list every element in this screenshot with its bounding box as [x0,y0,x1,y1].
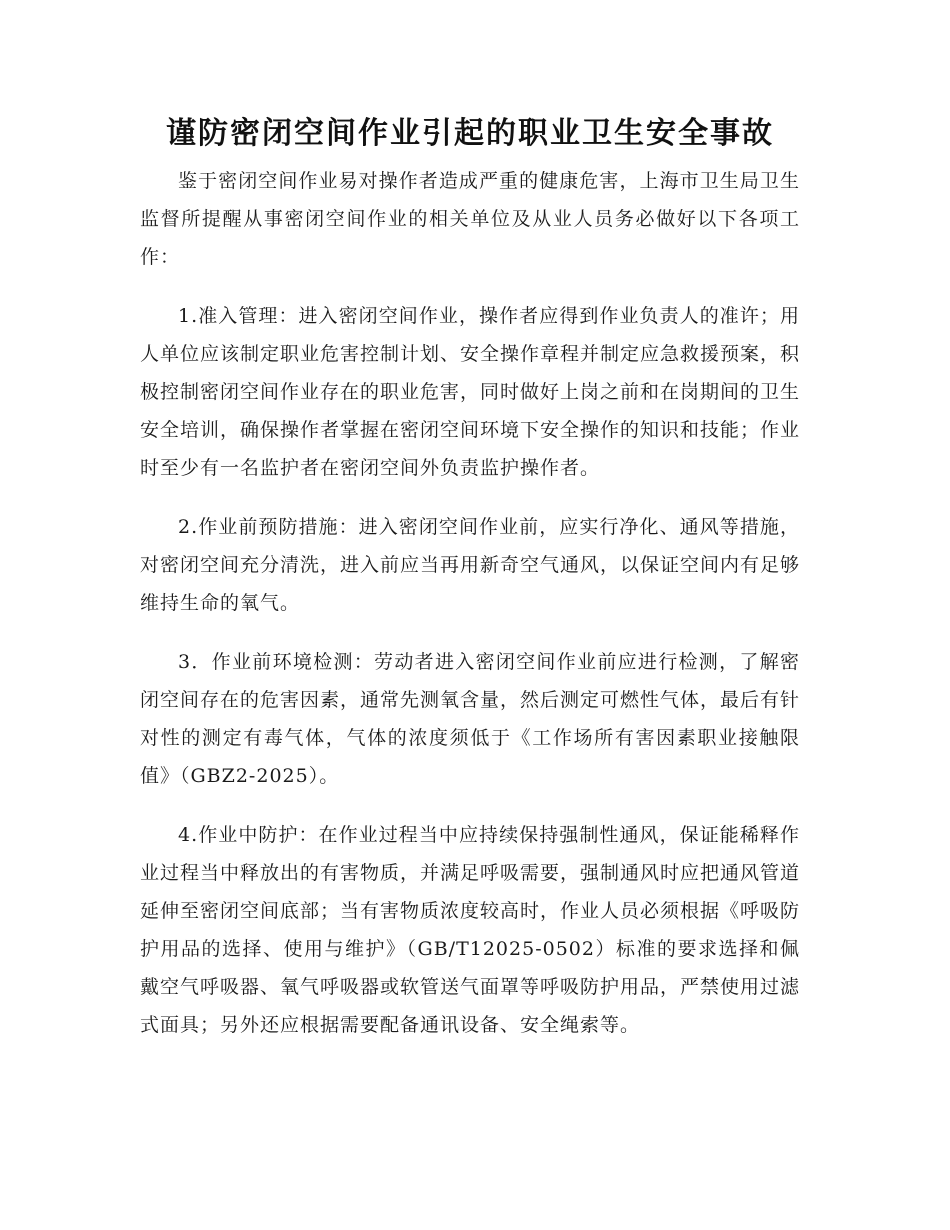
paragraph-pre-work-prevention: 2.作业前预防措施：进入密闭空间作业前，应实行净化、通风等措施，对密闭空间充分清洗，进入前应当再用新奇空气通风，以保证空间内有足够维持生命的氧气。 [140,516,801,614]
document-title: 谨防密闭空间作业引起的职业卫生安全事故 [166,116,774,151]
paragraph-environment-detection: 3．作业前环境检测：劳动者进入密闭空间作业前应进行检测，了解密闭空间存在的危害因素，通常先测氧含量，然后测定可燃性气体，最后有针对性的测定有毒气体，气体的浓度须低于《工作场所有害因素职业接触限值》（GBZ2-2025）。 [140,651,801,787]
intro-paragraph: 鉴于密闭空间作业易对操作者造成严重的健康危害，上海市卫生局卫生监督所提醒从事密闭空间作业的相关单位及从业人员务必做好以下各项工作： [140,170,800,268]
paragraph-access-management: 1.准入管理：进入密闭空间作业，操作者应得到作业负责人的准许；用人单位应该制定职业危害控制计划、安全操作章程并制定应急救援预案，积极控制密闭空间作业存在的职业危害，同时做好上岗之前和在岗期间的卫生安全培训，确保操作者掌握在密闭空间环境下安全操作的知识和技能；作业时至少有一名监护者在密闭空间外负责监护操作者。 [140,305,801,479]
paragraph-in-work-protection: 4.作业中防护：在作业过程当中应持续保持强制性通风，保证能稀释作业过程当中释放出的有害物质，并满足呼吸需要，强制通风时应把通风管道延伸至密闭空间底部；当有害物质浓度较高时，作业人员必须根据《呼吸防护用品的选择、使用与维护》（GB/T12025-0502）标准的要求选择和佩戴空气呼吸器、氧气呼吸器或软管送气面罩等呼吸防护用品，严禁使用过滤式面具；另外还应根据需要配备通讯设备、安全绳索等。 [140,824,801,1036]
